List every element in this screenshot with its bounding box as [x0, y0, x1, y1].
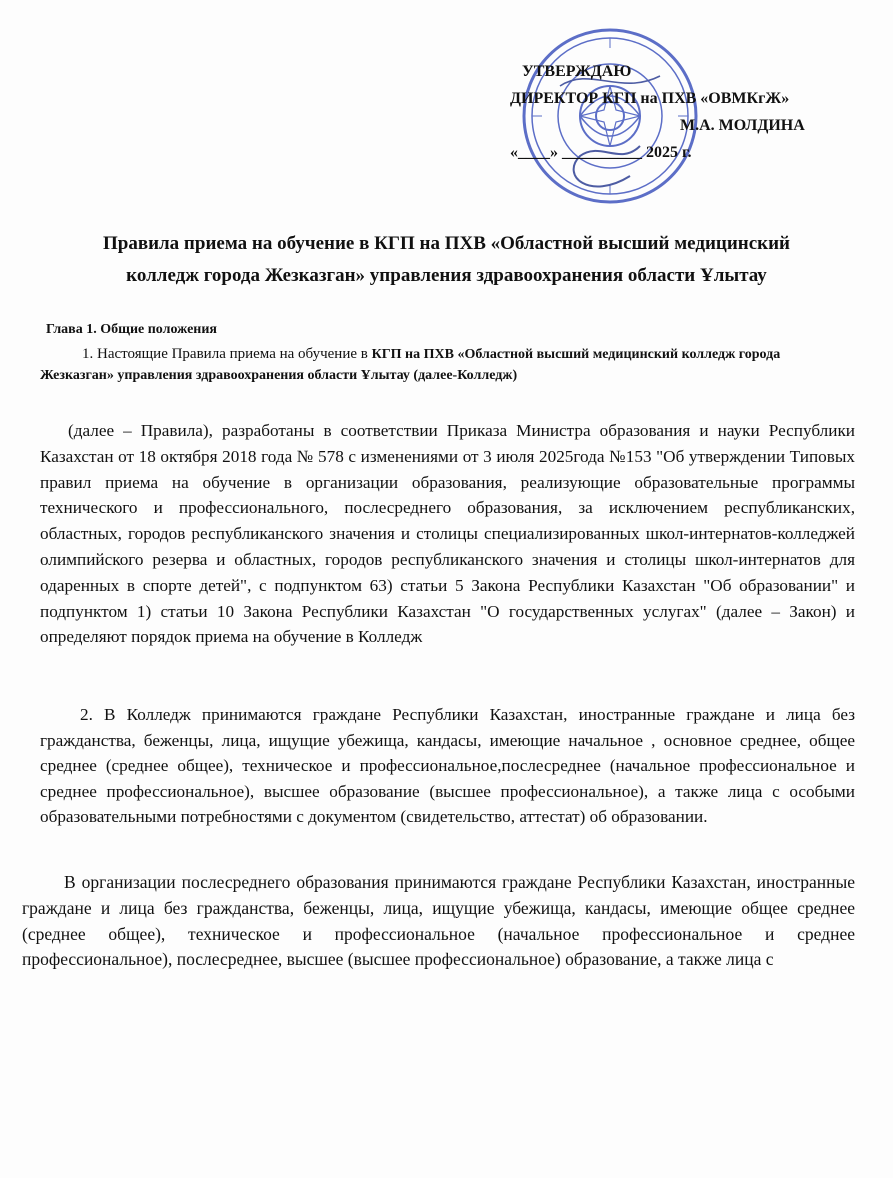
approval-block [510, 58, 880, 166]
document-title [20, 228, 873, 292]
approval-heading: УТВЕРЖДАЮ [522, 63, 632, 80]
paragraph-1-bold: КГП на ПХВ «Областной высший медицинский колледж города Жезказган» управления здравоохранения области Ұлытау (далее-Колледж) [40, 347, 781, 383]
approval-date: «____» __________ 2025 г. [510, 144, 692, 161]
approval-position: ДИРЕКТОР КГП на ПХВ «ОВМКгЖ» [510, 90, 790, 107]
paragraph-1 [40, 344, 855, 386]
chapter-heading: Глава 1. Общие положения [46, 322, 218, 337]
title-line-1: Правила приема на обучение в КГП на ПХВ «Областной высший медицинский [102, 233, 791, 254]
paragraph-3: В организации послесреднего образования принимаются граждане Республики Казахстан, иностранные граждане и лица без гражданства, беженцы, лица, ищущие убежища, кандасы, имеющие общее среднее (среднее общее), техническое и профессиональное (начальное профессиональное и среднее профессиональное), послесреднее, высшее (высшее профессиональное) образование, а также лица с [22, 872, 855, 970]
paragraph-1-lead: 1. Настоящие Правила приема на обучение в [82, 346, 372, 362]
approval-signatory: М.А. МОЛДИНА [680, 117, 805, 134]
paragraph-2: 2. В Колледж принимаются граждане Республики Казахстан, иностранные граждане и лица без гражданства, беженцы, лица, ищущие убежища, кандасы, имеющие начальное , основное среднее, общее среднее (среднее общее), техническое и профессиональное,послесреднее (начальное профессиональное и среднее профессиональное), высшее образование (высшее профессиональное), а также лица с особыми образовательными потребностями с документом (свидетельство, аттестат) об образовании. [40, 705, 855, 826]
rules-basis-paragraph: (далее – Правила), разработаны в соответствии Приказа Министра образования и науки Республики Казахстан от 18 октября 2018 года № 578 с изменениями от 3 июля 2025года №153 "Об утверждении Типовых правил приема на обучение в организации образования, реализующие образовательные программы технического и профессионального, послесреднего образования, за исключением республиканских, областных, городов республиканского значения и столицы специализированных школ-интернатов-колледжей олимпийского резерва и областных, городов республиканского значения и столицы школ-интернатов для одаренных в спорте детей", с подпунктом 63) статьи 5 Закона Республики Казахстан "Об образовании" и подпунктом 1) статьи 10 Закона Республики Казахстан "О государственных услугах" (далее – Закон) и определяют порядок приема на обучение в Колледж [40, 421, 855, 647]
title-line-2: колледж города Жезказган» управления здравоохранения области Ұлытау [126, 265, 767, 286]
